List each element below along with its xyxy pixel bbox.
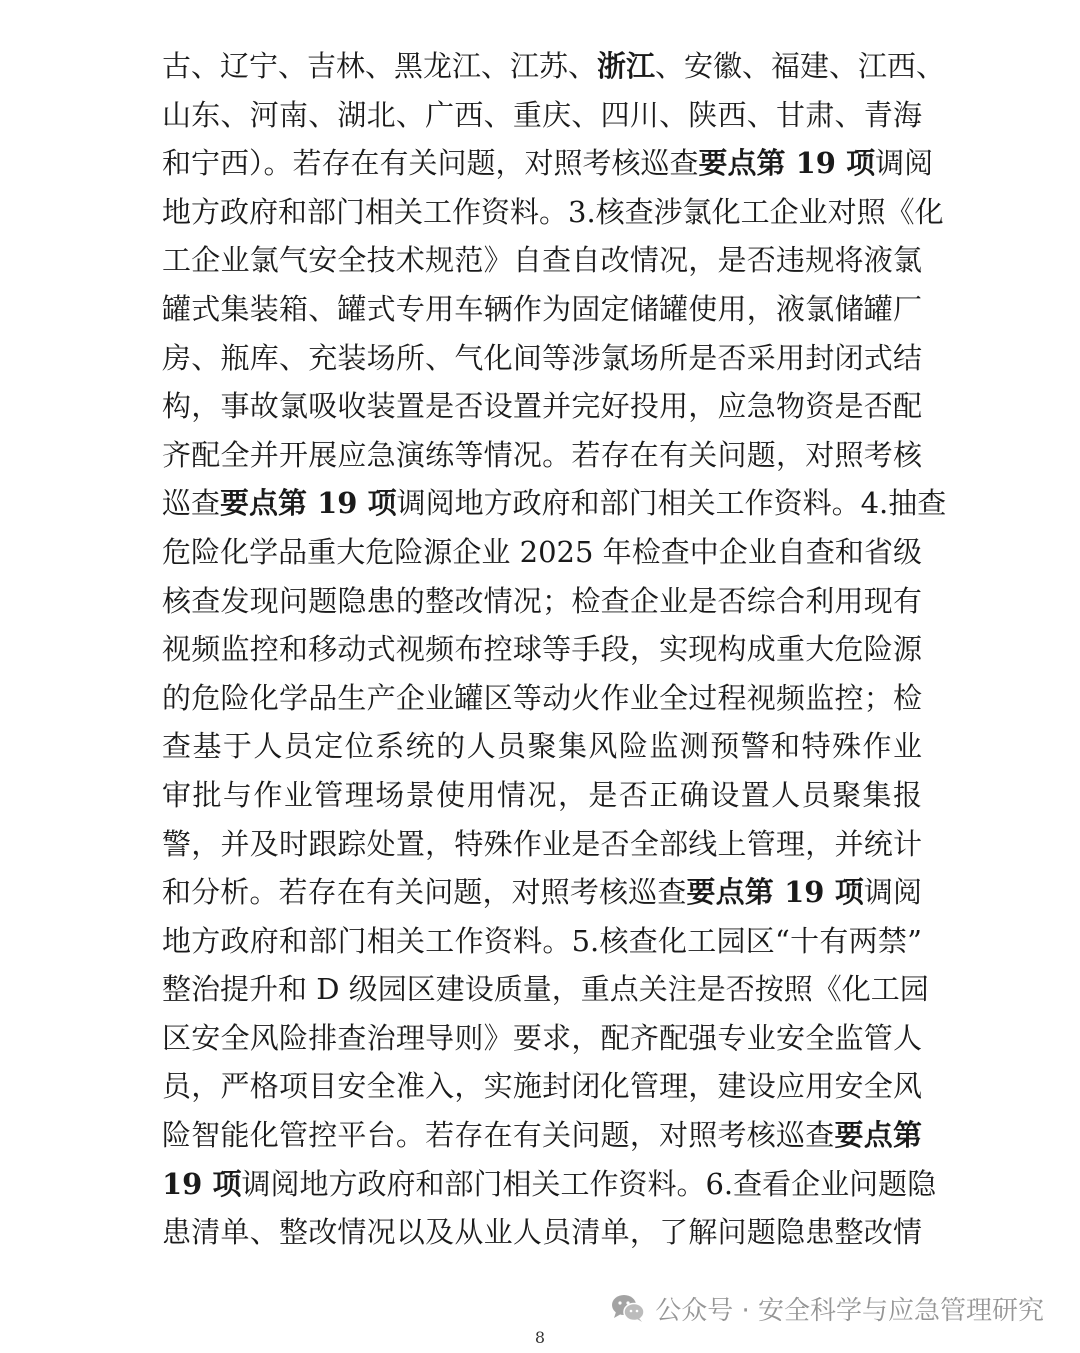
text-line <box>162 577 922 626</box>
text-segment: 患清单、整改情况以及从业人员清单，了解问题隐患整改情 <box>162 1215 922 1250</box>
text-line <box>162 1160 937 1209</box>
text-segment: 核查发现问题隐患的整改情况；检查企业是否综合利用现有 <box>162 583 922 618</box>
text-segment: 地方政府和部门相关工作资料。3.核查涉氯化工企业对照《化 <box>162 194 944 229</box>
bold-reference: 要点第 19 项 <box>698 146 876 181</box>
text-line <box>162 431 922 480</box>
text-segment: 巡查 <box>162 486 221 521</box>
text-segment: 员，严格项目安全准入，实施封闭化管理，建设应用安全风 <box>162 1069 922 1104</box>
text-segment: 审批与作业管理场景使用情况，是否正确设置人员聚集报 <box>162 777 922 812</box>
text-line <box>162 382 922 431</box>
bold-reference: 浙江 <box>597 49 656 83</box>
text-line <box>162 625 922 674</box>
text-line <box>162 42 946 91</box>
text-segment: 和分析。若存在有关问题，对照考核巡查 <box>162 875 687 910</box>
text-segment: 区安全风险排查治理导则》要求，配齐配强专业安全监管人 <box>162 1020 922 1055</box>
bold-reference: 要点第 <box>834 1118 922 1153</box>
text-line <box>162 722 922 771</box>
text-line <box>162 1014 922 1063</box>
wechat-icon <box>611 1294 645 1322</box>
text-line <box>162 285 922 334</box>
text-segment: 古、辽宁、吉林、黑龙江、江苏、 <box>162 49 598 83</box>
text-segment: 调阅 <box>863 875 922 910</box>
text-line <box>162 479 947 528</box>
text-line <box>162 188 944 237</box>
page-number: 8 <box>534 1328 546 1347</box>
text-segment: 危险化学品重大危险源企业 2025 年检查中企业自查和省级 <box>162 534 922 569</box>
text-line <box>162 139 934 188</box>
watermark-text: 公众号 · 安全科学与应急管理研究 <box>655 1295 1044 1326</box>
text-segment: 地方政府和部门相关工作资料。5.核查化工园区“十有两禁” <box>162 923 922 958</box>
text-segment: 罐式集装箱、罐式专用车辆作为固定储罐使用，液氯储罐厂 <box>162 291 922 326</box>
text-segment: 、安徽、福建、江西、 <box>655 49 946 83</box>
text-segment: 调阅地方政府和部门相关工作资料。4.抽查 <box>396 486 947 521</box>
text-segment: 齐配全并开展应急演练等情况。若存在有关问题，对照考核 <box>162 437 922 472</box>
text-segment: 调阅 <box>875 146 934 181</box>
text-line <box>162 917 922 966</box>
text-line <box>162 236 922 285</box>
text-segment: 工企业氯气安全技术规范》自查自改情况，是否违规将液氯 <box>162 243 922 278</box>
text-segment: 整治提升和 D 级园区建设质量，重点关注是否按照《化工园 <box>162 972 929 1007</box>
bold-reference: 19 项 <box>162 1166 242 1201</box>
watermark <box>611 1288 1044 1328</box>
text-line <box>162 965 929 1014</box>
text-segment: 和宁西）。若存在有关问题，对照考核巡查 <box>162 146 699 181</box>
text-segment: 的危险化学品生产企业罐区等动火作业全过程视频监控；检 <box>162 680 922 715</box>
text-segment: 调阅地方政府和部门相关工作资料。6.查看企业问题隐 <box>241 1166 937 1201</box>
body-text <box>162 42 947 1257</box>
text-line <box>162 91 922 140</box>
text-segment: 房、瓶库、充装场所、气化间等涉氯场所是否采用封闭式结 <box>162 340 922 375</box>
text-segment: 险智能化管控平台。若存在有关问题，对照考核巡查 <box>162 1118 835 1153</box>
bold-reference: 要点第 19 项 <box>686 875 864 910</box>
text-line <box>162 528 922 577</box>
text-line <box>162 334 922 383</box>
text-segment: 山东、河南、湖北、广西、重庆、四川、陕西、甘肃、青海 <box>162 97 922 132</box>
text-line <box>162 1111 922 1160</box>
text-line <box>162 674 922 723</box>
text-line <box>162 820 922 869</box>
text-segment: 警，并及时跟踪处置，特殊作业是否全部线上管理，并统计 <box>162 826 922 861</box>
text-line <box>162 1062 922 1111</box>
text-segment: 查基于人员定位系统的人员聚集风险监测预警和特殊作业 <box>162 729 922 764</box>
text-segment: 构，事故氯吸收装置是否设置并完好投用，应急物资是否配 <box>162 389 922 424</box>
bold-reference: 要点第 19 项 <box>220 486 397 521</box>
text-segment: 视频监控和移动式视频布控球等手段，实现构成重大危险源 <box>162 632 922 667</box>
text-line <box>162 1208 922 1257</box>
text-line <box>162 868 922 917</box>
text-line <box>162 771 922 820</box>
